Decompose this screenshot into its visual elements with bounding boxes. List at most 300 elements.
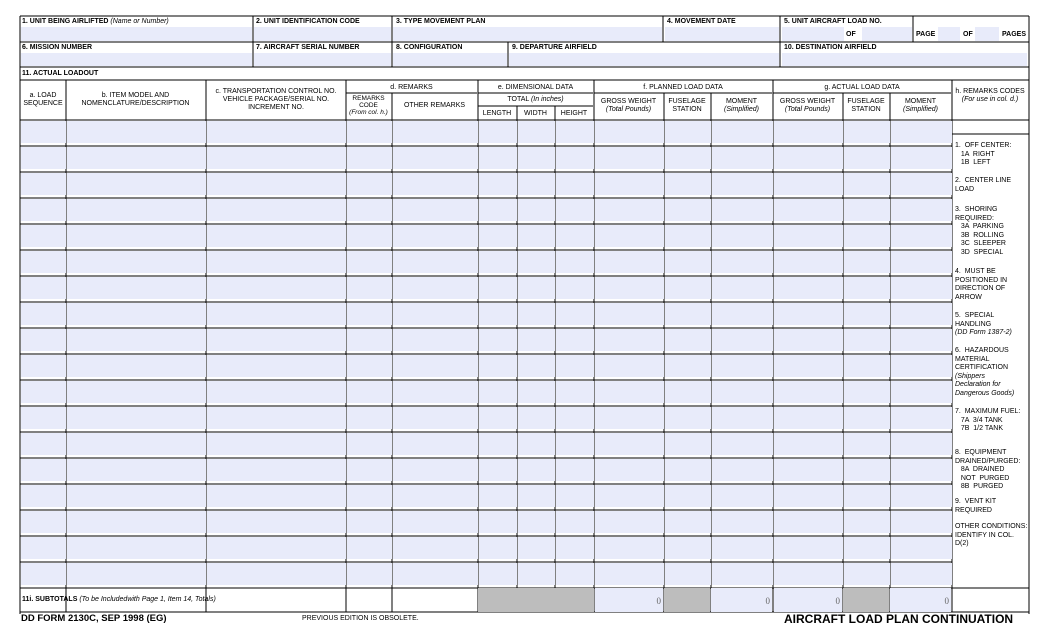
row-7-cell[interactable] [774, 277, 843, 299]
row-12-cell[interactable] [67, 407, 206, 429]
subtotal-planned-moment: 0 [765, 596, 770, 606]
row-15-cell[interactable] [712, 485, 773, 507]
row-1-cell[interactable] [67, 121, 206, 143]
movement-date-field[interactable] [665, 27, 779, 41]
row-10-cell[interactable] [21, 355, 66, 377]
row-18-cell[interactable] [556, 563, 594, 585]
row-16-cell[interactable] [21, 511, 66, 533]
row-8-cell[interactable] [712, 303, 773, 325]
row-3-cell[interactable] [844, 173, 890, 195]
row-1-cell[interactable] [665, 121, 711, 143]
aircraft-serial-number-label: 7. AIRCRAFT SERIAL NUMBER [256, 44, 360, 51]
row-1-cell[interactable] [774, 121, 843, 143]
remarks-code-9 [955, 498, 996, 515]
row-12-cell[interactable] [21, 407, 66, 429]
row-3-cell[interactable] [393, 173, 478, 195]
row-14-cell[interactable] [556, 459, 594, 481]
row-1-cell[interactable] [21, 121, 66, 143]
row-12-cell[interactable] [347, 407, 392, 429]
row-6-cell[interactable] [207, 251, 346, 273]
row-16-cell[interactable] [518, 511, 555, 533]
row-11-cell[interactable] [67, 381, 206, 403]
row-5-cell[interactable] [21, 225, 66, 247]
row-1-cell[interactable] [844, 121, 890, 143]
row-2-cell[interactable] [844, 147, 890, 169]
row-12-cell[interactable] [844, 407, 890, 429]
remarks-code-line: 5. SPECIAL [955, 312, 995, 319]
row-9-cell[interactable] [347, 329, 392, 351]
row-7-cell[interactable] [347, 277, 392, 299]
row-9-cell[interactable] [556, 329, 594, 351]
row-9-cell[interactable] [891, 329, 952, 351]
row-15-cell[interactable] [21, 485, 66, 507]
row-3-cell[interactable] [595, 173, 664, 195]
row-1-cell[interactable] [556, 121, 594, 143]
row-2-cell[interactable] [595, 147, 664, 169]
row-3-cell[interactable] [774, 173, 843, 195]
row-18-cell[interactable] [207, 563, 346, 585]
row-16-cell[interactable] [595, 511, 664, 533]
row-2-cell[interactable] [556, 147, 594, 169]
row-5-cell[interactable] [518, 225, 555, 247]
row-2-cell[interactable] [712, 147, 773, 169]
row-14-cell[interactable] [67, 459, 206, 481]
row-10-cell[interactable] [712, 355, 773, 377]
row-15-cell[interactable] [479, 485, 517, 507]
row-7-cell[interactable] [207, 277, 346, 299]
row-10-cell[interactable] [774, 355, 843, 377]
row-5-cell[interactable] [774, 225, 843, 247]
row-10-cell[interactable] [518, 355, 555, 377]
form-id: DD FORM 2130C, SEP 1998 (EG) [21, 613, 167, 624]
row-5-cell[interactable] [595, 225, 664, 247]
departure-airfield-field[interactable] [509, 53, 779, 66]
mission-number-label: 6. MISSION NUMBER [22, 44, 93, 51]
row-16-cell[interactable] [207, 511, 346, 533]
row-17-cell[interactable] [891, 537, 952, 559]
row-10-cell[interactable] [393, 355, 478, 377]
row-11-cell[interactable] [393, 381, 478, 403]
row-12-cell[interactable] [556, 407, 594, 429]
row-13-cell[interactable] [844, 433, 890, 455]
movement-date-label: 4. MOVEMENT DATE [667, 18, 736, 25]
row-5-cell[interactable] [665, 225, 711, 247]
row-9-cell[interactable] [21, 329, 66, 351]
unit-airlifted-field[interactable] [21, 27, 252, 41]
row-2-cell[interactable] [774, 147, 843, 169]
col-f-header: f. PLANNED LOAD DATA [643, 84, 723, 91]
row-3-cell[interactable] [665, 173, 711, 195]
row-16-cell[interactable] [67, 511, 206, 533]
row-3-cell[interactable] [347, 173, 392, 195]
row-16-cell[interactable] [479, 511, 517, 533]
row-11-cell[interactable] [347, 381, 392, 403]
row-10-cell[interactable] [479, 355, 517, 377]
row-4-cell[interactable] [21, 199, 66, 221]
row-16-cell[interactable] [665, 511, 711, 533]
row-6-cell[interactable] [844, 251, 890, 273]
row-8-cell[interactable] [21, 303, 66, 325]
row-6-cell[interactable] [518, 251, 555, 273]
row-1-cell[interactable] [207, 121, 346, 143]
row-5-cell[interactable] [712, 225, 773, 247]
page-number-field[interactable] [938, 27, 960, 41]
row-5-cell[interactable] [844, 225, 890, 247]
row-17-cell[interactable] [595, 537, 664, 559]
row-18-cell[interactable] [844, 563, 890, 585]
col-g-moment-header: MOMENT (Simplified) [902, 98, 938, 113]
row-9-cell[interactable] [595, 329, 664, 351]
row-6-cell[interactable] [21, 251, 66, 273]
row-7-cell[interactable] [21, 277, 66, 299]
row-6-cell[interactable] [393, 251, 478, 273]
obsolete-notice: PREVIOUS EDITION IS OBSOLETE. [302, 615, 419, 622]
row-17-cell[interactable] [479, 537, 517, 559]
row-18-cell[interactable] [665, 563, 711, 585]
row-14-cell[interactable] [774, 459, 843, 481]
row-1-cell[interactable] [595, 121, 664, 143]
row-8-cell[interactable] [556, 303, 594, 325]
row-15-cell[interactable] [347, 485, 392, 507]
row-8-cell[interactable] [595, 303, 664, 325]
unit-aircraft-load-no-label: 5. UNIT AIRCRAFT LOAD NO. [784, 18, 882, 25]
row-3-cell[interactable] [712, 173, 773, 195]
row-4-cell[interactable] [891, 199, 952, 221]
row-6-cell[interactable] [347, 251, 392, 273]
row-9-cell[interactable] [479, 329, 517, 351]
row-8-cell[interactable] [518, 303, 555, 325]
row-2-cell[interactable] [479, 147, 517, 169]
row-1-cell[interactable] [891, 121, 952, 143]
mission-number-field[interactable] [21, 53, 252, 66]
remarks-code-line: 8B PURGED [955, 483, 1004, 491]
row-14-cell[interactable] [393, 459, 478, 481]
row-7-cell[interactable] [518, 277, 555, 299]
row-9-cell[interactable] [67, 329, 206, 351]
row-15-cell[interactable] [207, 485, 346, 507]
row-2-cell[interactable] [21, 147, 66, 169]
row-8-cell[interactable] [347, 303, 392, 325]
row-13-cell[interactable] [891, 433, 952, 455]
col-e-width-header: WIDTH [524, 110, 547, 117]
row-6-cell[interactable] [712, 251, 773, 273]
row-8-cell[interactable] [479, 303, 517, 325]
row-18-cell[interactable] [891, 563, 952, 585]
row-14-cell[interactable] [207, 459, 346, 481]
row-7-cell[interactable] [393, 277, 478, 299]
row-3-cell[interactable] [518, 173, 555, 195]
row-6-cell[interactable] [556, 251, 594, 273]
page-of-label: OF [963, 31, 973, 38]
row-6-cell[interactable] [479, 251, 517, 273]
row-7-cell[interactable] [556, 277, 594, 299]
destination-airfield-field[interactable] [782, 53, 1027, 66]
row-18-cell[interactable] [67, 563, 206, 585]
type-movement-plan-field[interactable] [393, 27, 662, 41]
row-13-cell[interactable] [774, 433, 843, 455]
row-4-cell[interactable] [207, 199, 346, 221]
row-13-cell[interactable] [556, 433, 594, 455]
row-8-cell[interactable] [891, 303, 952, 325]
row-14-cell[interactable] [518, 459, 555, 481]
row-5-cell[interactable] [556, 225, 594, 247]
row-14-cell[interactable] [479, 459, 517, 481]
row-16-cell[interactable] [891, 511, 952, 533]
row-8-cell[interactable] [665, 303, 711, 325]
remarks-code-line: 1B LEFT [955, 159, 991, 167]
row-15-cell[interactable] [518, 485, 555, 507]
row-13-cell[interactable] [67, 433, 206, 455]
remarks-code-line: 7A 3/4 TANK [955, 416, 1003, 424]
row-12-cell[interactable] [712, 407, 773, 429]
row-10-cell[interactable] [665, 355, 711, 377]
row-4-cell[interactable] [712, 199, 773, 221]
row-14-cell[interactable] [712, 459, 773, 481]
row-1-cell[interactable] [518, 121, 555, 143]
row-12-cell[interactable] [207, 407, 346, 429]
row-13-cell[interactable] [595, 433, 664, 455]
page-total-field[interactable] [975, 27, 999, 41]
row-4-cell[interactable] [393, 199, 478, 221]
row-4-cell[interactable] [556, 199, 594, 221]
row-11-cell[interactable] [844, 381, 890, 403]
row-18-cell[interactable] [774, 563, 843, 585]
remarks-code-line: 3D SPECIAL [955, 248, 1004, 256]
row-2-cell[interactable] [207, 147, 346, 169]
configuration-field[interactable] [393, 53, 507, 66]
row-2-cell[interactable] [891, 147, 952, 169]
row-17-cell[interactable] [207, 537, 346, 559]
row-8-cell[interactable] [774, 303, 843, 325]
row-6-cell[interactable] [595, 251, 664, 273]
row-7-cell[interactable] [844, 277, 890, 299]
row-10-cell[interactable] [67, 355, 206, 377]
row-7-cell[interactable] [712, 277, 773, 299]
row-17-cell[interactable] [393, 537, 478, 559]
row-3-cell[interactable] [207, 173, 346, 195]
row-3-cell[interactable] [556, 173, 594, 195]
unit-identification-code-label: 2. UNIT IDENTIFICATION CODE [256, 18, 360, 25]
remarks-code-line: DIRECTION OF [955, 285, 1006, 293]
row-15-cell[interactable] [774, 485, 843, 507]
row-13-cell[interactable] [207, 433, 346, 455]
row-9-cell[interactable] [518, 329, 555, 351]
row-15-cell[interactable] [844, 485, 890, 507]
row-6-cell[interactable] [774, 251, 843, 273]
row-1-cell[interactable] [479, 121, 517, 143]
row-16-cell[interactable] [774, 511, 843, 533]
row-13-cell[interactable] [665, 433, 711, 455]
row-2-cell[interactable] [393, 147, 478, 169]
col-b-header: b. ITEM MODEL AND NOMENCLATURE/DESCRIPTION [81, 92, 190, 107]
row-11-cell[interactable] [518, 381, 555, 403]
form-title: AIRCRAFT LOAD PLAN CONTINUATION [784, 612, 1014, 626]
row-11-cell[interactable] [207, 381, 346, 403]
row-14-cell[interactable] [347, 459, 392, 481]
remarks-code-line: OTHER CONDITIONS: [955, 523, 1028, 530]
row-18-cell[interactable] [347, 563, 392, 585]
row-2-cell[interactable] [518, 147, 555, 169]
row-15-cell[interactable] [67, 485, 206, 507]
row-4-cell[interactable] [665, 199, 711, 221]
row-16-cell[interactable] [556, 511, 594, 533]
row-4-cell[interactable] [347, 199, 392, 221]
row-18-cell[interactable] [595, 563, 664, 585]
row-13-cell[interactable] [347, 433, 392, 455]
load-no-field[interactable] [782, 27, 844, 41]
row-17-cell[interactable] [844, 537, 890, 559]
row-11-cell[interactable] [891, 381, 952, 403]
row-13-cell[interactable] [518, 433, 555, 455]
unit-identification-code-field[interactable] [254, 27, 391, 41]
row-17-cell[interactable] [21, 537, 66, 559]
row-11-cell[interactable] [21, 381, 66, 403]
row-17-cell[interactable] [556, 537, 594, 559]
row-4-cell[interactable] [479, 199, 517, 221]
row-2-cell[interactable] [347, 147, 392, 169]
row-13-cell[interactable] [393, 433, 478, 455]
row-14-cell[interactable] [891, 459, 952, 481]
row-12-cell[interactable] [518, 407, 555, 429]
row-12-cell[interactable] [665, 407, 711, 429]
row-7-cell[interactable] [665, 277, 711, 299]
row-18-cell[interactable] [479, 563, 517, 585]
row-12-cell[interactable] [393, 407, 478, 429]
subtotal-actual-gross: 0 [835, 596, 840, 606]
row-3-cell[interactable] [67, 173, 206, 195]
row-10-cell[interactable] [347, 355, 392, 377]
row-16-cell[interactable] [347, 511, 392, 533]
row-18-cell[interactable] [21, 563, 66, 585]
row-4-cell[interactable] [774, 199, 843, 221]
row-10-cell[interactable] [207, 355, 346, 377]
row-15-cell[interactable] [665, 485, 711, 507]
row-5-cell[interactable] [891, 225, 952, 247]
row-14-cell[interactable] [844, 459, 890, 481]
row-9-cell[interactable] [393, 329, 478, 351]
row-11-cell[interactable] [556, 381, 594, 403]
row-5-cell[interactable] [207, 225, 346, 247]
row-17-cell[interactable] [518, 537, 555, 559]
remarks-code-line: NOT PURGED [955, 474, 1010, 482]
row-8-cell[interactable] [393, 303, 478, 325]
row-6-cell[interactable] [67, 251, 206, 273]
row-12-cell[interactable] [891, 407, 952, 429]
row-15-cell[interactable] [595, 485, 664, 507]
row-6-cell[interactable] [665, 251, 711, 273]
row-5-cell[interactable] [393, 225, 478, 247]
row-10-cell[interactable] [595, 355, 664, 377]
row-4-cell[interactable] [595, 199, 664, 221]
row-9-cell[interactable] [844, 329, 890, 351]
remarks-code-line: 1. OFF CENTER: [955, 142, 1012, 149]
row-13-cell[interactable] [21, 433, 66, 455]
row-11-cell[interactable] [479, 381, 517, 403]
row-7-cell[interactable] [595, 277, 664, 299]
row-8-cell[interactable] [844, 303, 890, 325]
row-18-cell[interactable] [518, 563, 555, 585]
row-1-cell[interactable] [712, 121, 773, 143]
col-e-header: e. DIMENSIONAL DATA [497, 84, 574, 91]
row-13-cell[interactable] [712, 433, 773, 455]
row-12-cell[interactable] [479, 407, 517, 429]
row-10-cell[interactable] [556, 355, 594, 377]
row-12-cell[interactable] [774, 407, 843, 429]
row-13-cell[interactable] [479, 433, 517, 455]
row-15-cell[interactable] [891, 485, 952, 507]
row-11-cell[interactable] [595, 381, 664, 403]
row-14-cell[interactable] [21, 459, 66, 481]
remarks-code-4 [955, 268, 1007, 302]
row-1-cell[interactable] [393, 121, 478, 143]
row-7-cell[interactable] [67, 277, 206, 299]
row-17-cell[interactable] [712, 537, 773, 559]
row-14-cell[interactable] [595, 459, 664, 481]
load-total-field[interactable] [862, 27, 912, 41]
row-12-cell[interactable] [595, 407, 664, 429]
row-3-cell[interactable] [891, 173, 952, 195]
remarks-code-line: 2. CENTER LINE [955, 177, 1012, 184]
row-15-cell[interactable] [393, 485, 478, 507]
row-1-cell[interactable] [347, 121, 392, 143]
row-2-cell[interactable] [67, 147, 206, 169]
row-17-cell[interactable] [665, 537, 711, 559]
row-9-cell[interactable] [665, 329, 711, 351]
row-16-cell[interactable] [712, 511, 773, 533]
remarks-code-line: 3B ROLLING [955, 231, 1005, 239]
row-18-cell[interactable] [712, 563, 773, 585]
row-11-cell[interactable] [712, 381, 773, 403]
row-16-cell[interactable] [844, 511, 890, 533]
col-g-fuselage-header: FUSELAGE STATION [847, 98, 885, 113]
row-14-cell[interactable] [665, 459, 711, 481]
row-15-cell[interactable] [556, 485, 594, 507]
row-6-cell[interactable] [891, 251, 952, 273]
row-11-cell[interactable] [665, 381, 711, 403]
row-8-cell[interactable] [207, 303, 346, 325]
remarks-code-line: 3C SLEEPER [955, 240, 1006, 248]
row-4-cell[interactable] [67, 199, 206, 221]
row-2-cell[interactable] [665, 147, 711, 169]
row-9-cell[interactable] [207, 329, 346, 351]
row-10-cell[interactable] [891, 355, 952, 377]
row-4-cell[interactable] [518, 199, 555, 221]
row-10-cell[interactable] [844, 355, 890, 377]
row-3-cell[interactable] [479, 173, 517, 195]
col-e-height-header: HEIGHT [560, 110, 588, 117]
row-18-cell[interactable] [393, 563, 478, 585]
row-11-cell[interactable] [774, 381, 843, 403]
row-17-cell[interactable] [347, 537, 392, 559]
row-9-cell[interactable] [712, 329, 773, 351]
row-4-cell[interactable] [844, 199, 890, 221]
row-16-cell[interactable] [393, 511, 478, 533]
remarks-code-line: ARROW [955, 293, 982, 301]
aircraft-serial-number-field[interactable] [254, 53, 391, 66]
row-5-cell[interactable] [67, 225, 206, 247]
row-17-cell[interactable] [774, 537, 843, 559]
row-5-cell[interactable] [347, 225, 392, 247]
row-17-cell[interactable] [67, 537, 206, 559]
row-7-cell[interactable] [891, 277, 952, 299]
row-8-cell[interactable] [67, 303, 206, 325]
row-5-cell[interactable] [479, 225, 517, 247]
row-9-cell[interactable] [774, 329, 843, 351]
row-7-cell[interactable] [479, 277, 517, 299]
page-label: PAGE [916, 31, 936, 38]
row-3-cell[interactable] [21, 173, 66, 195]
col-g-gross-header: GROSS WEIGHT (Total Pounds) [779, 98, 836, 113]
